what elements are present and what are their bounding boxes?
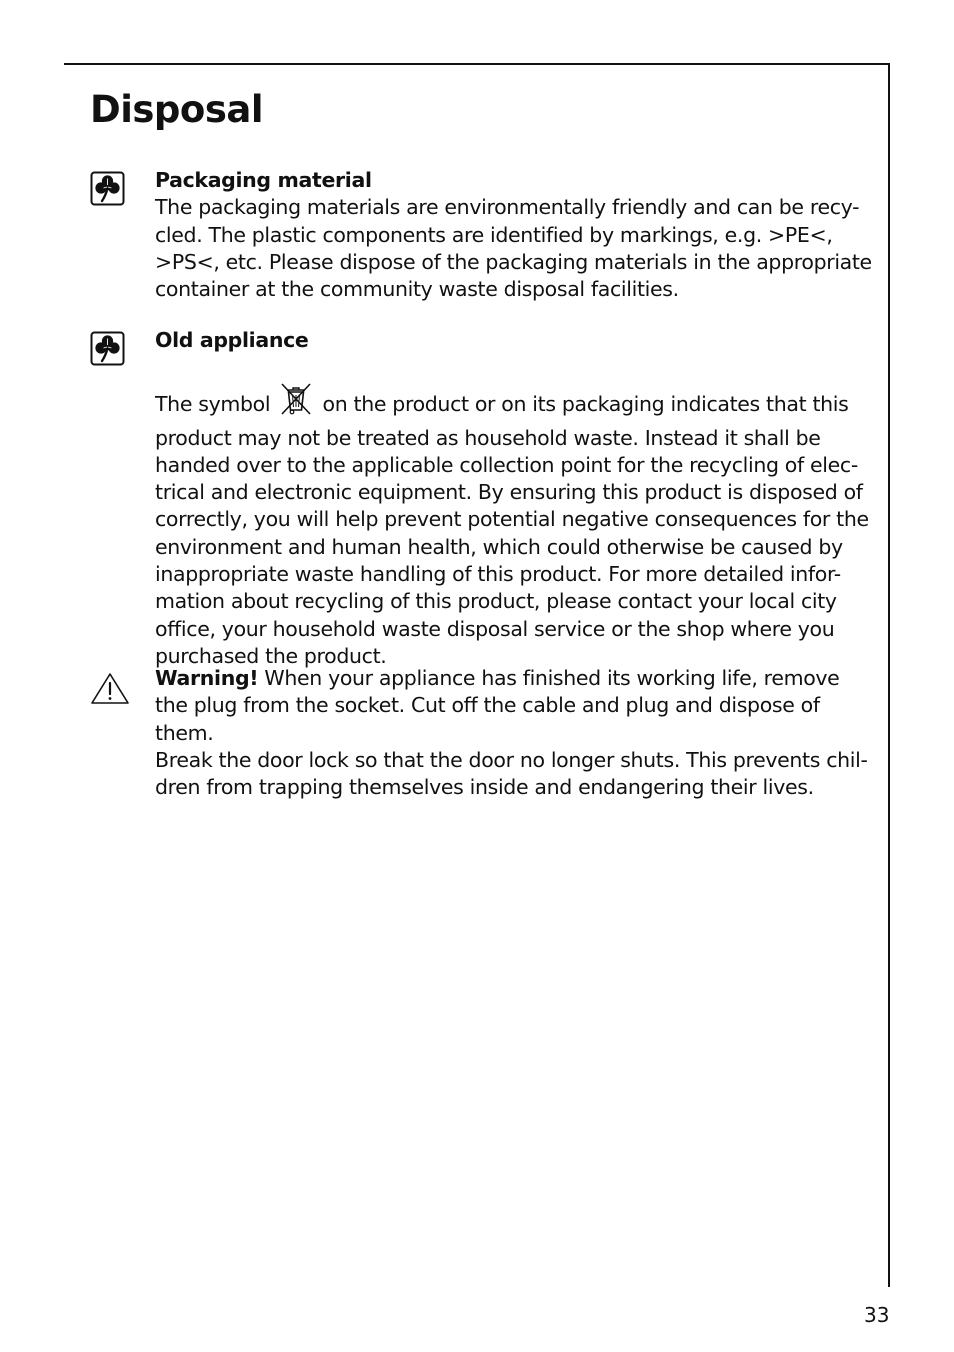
warning-line: them. [155,720,214,745]
environment-leaf-icon [90,331,125,370]
warning-line: Break the door lock so that the door no longer shuts. This prevents chil- [155,747,868,772]
symbol-suffix: on the product or on its packaging indicates that this [322,392,849,417]
page-title: Disposal [90,88,263,131]
old-appliance-line: trical and electronic equipment. By ensuring this product is disposed of [155,480,863,505]
packaging-line: cled. The plastic components are identified by markings, e.g. >PE<, [155,222,833,247]
paragraph-gap [155,354,875,381]
old-appliance-line: handed over to the applicable collection point for the recycling of elec- [155,452,858,477]
old-appliance-line: environment and human health, which could otherwise be caused by [155,534,843,559]
old-appliance-line: office, your household waste disposal service or the shop where you [155,616,835,641]
old-appliance-section [155,327,875,670]
warning-label: Warning! [155,666,259,690]
warning-line: the plug from the socket. Cut off the cable and plug and dispose of [155,693,820,718]
warning-section [155,665,875,801]
crossed-out-wheelie-bin-icon [278,381,314,424]
old-appliance-line: correctly, you will help prevent potential negative consequences for the [155,507,869,532]
packaging-section [155,167,875,303]
warning-line: dren from trapping themselves inside and endangering their lives. [155,775,814,800]
warning-first-line [155,665,875,692]
warning-first-line-rest: When your appliance has finished its working life, remove [258,666,840,690]
packaging-line: container at the community waste disposal facilities. [155,277,679,302]
symbol-sentence-line [155,381,875,424]
environment-leaf-icon [90,171,125,210]
old-appliance-line: purchased the product. [155,643,387,668]
warning-triangle-icon [90,672,130,710]
packaging-line: The packaging materials are environmentally friendly and can be recy- [155,195,860,220]
old-appliance-line: product may not be treated as household waste. Instead it shall be [155,425,821,450]
old-appliance-line: inappropriate waste handling of this product. For more detailed infor- [155,562,841,587]
old-appliance-heading: Old appliance [155,328,309,352]
page-number: 33 [864,1303,890,1327]
top-border-rule [64,63,890,65]
packaging-heading: Packaging material [155,168,372,192]
right-border-rule [888,63,890,1287]
old-appliance-line: mation about recycling of this product, please contact your local city [155,589,837,614]
packaging-line: >PS<, etc. Please dispose of the packaging materials in the appropriate [155,249,872,274]
symbol-prefix: The symbol [155,392,271,417]
